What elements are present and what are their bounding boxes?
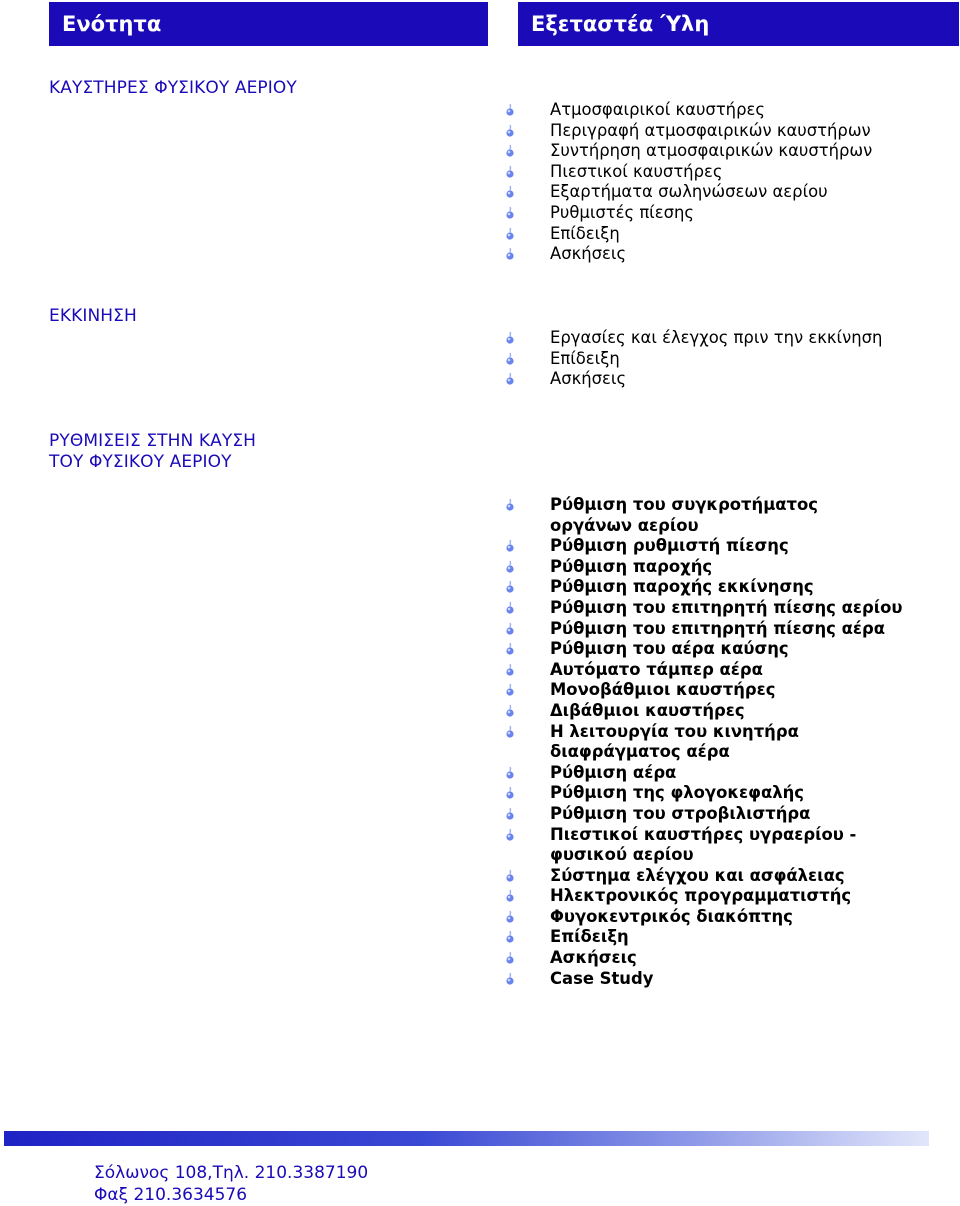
list-item bbox=[504, 701, 904, 722]
section-list-startup bbox=[504, 328, 944, 390]
list-item-label: Επίδειξη bbox=[550, 223, 620, 243]
blue-bullet-icon bbox=[504, 807, 516, 821]
list-item bbox=[504, 722, 904, 763]
section-list-combustion-settings bbox=[504, 495, 904, 989]
list-item-label: Ρύθμιση του συγκροτήματος οργάνων αερίου bbox=[550, 495, 818, 535]
list-item bbox=[504, 763, 904, 784]
blue-bullet-icon bbox=[504, 539, 516, 553]
blue-bullet-icon bbox=[504, 601, 516, 615]
list-item bbox=[504, 203, 944, 224]
section-title-startup: ΕΚΚΙΝΗΣΗ bbox=[49, 306, 137, 326]
blue-bullet-icon bbox=[504, 786, 516, 800]
blue-bullet-icon bbox=[504, 227, 516, 241]
blue-bullet-icon bbox=[504, 185, 516, 199]
blue-bullet-icon bbox=[504, 910, 516, 924]
list-item bbox=[504, 100, 944, 121]
blue-bullet-icon bbox=[504, 972, 516, 986]
blue-bullet-icon bbox=[504, 372, 516, 386]
blue-bullet-icon bbox=[504, 247, 516, 261]
list-item-label: Case Study bbox=[550, 968, 654, 988]
blue-bullet-icon bbox=[504, 828, 516, 842]
blue-bullet-icon bbox=[504, 889, 516, 903]
list-item bbox=[504, 948, 904, 969]
header-syllabus-column: Εξεταστέα Ύλη bbox=[518, 2, 959, 46]
footer-fax: Φαξ 210.3634576 bbox=[94, 1185, 248, 1205]
list-item-label: Επίδειξη bbox=[550, 348, 620, 368]
section-title-gas-burners: ΚΑΥΣΤΗΡΕΣ ΦΥΣΙΚΟΥ ΑΕΡΙΟΥ bbox=[49, 78, 297, 98]
list-item bbox=[504, 886, 904, 907]
list-item-label: Ρύθμιση του επιτηρητή πίεσης αερίου bbox=[550, 597, 903, 617]
list-item-label: Σύστημα ελέγχου και ασφάλειας bbox=[550, 865, 845, 885]
list-item bbox=[504, 660, 904, 681]
list-item bbox=[504, 244, 944, 265]
list-item bbox=[504, 328, 944, 349]
list-item-label: Ρύθμιση του αέρα καύσης bbox=[550, 639, 789, 659]
list-item-label: Πιεστικοί καυστήρες bbox=[550, 161, 723, 181]
list-item-label: Επίδειξη bbox=[550, 927, 629, 947]
list-item-label: Συντήρηση ατμοσφαιρικών καυστήρων bbox=[550, 141, 873, 161]
blue-bullet-icon bbox=[504, 560, 516, 574]
blue-bullet-icon bbox=[504, 331, 516, 345]
list-item-label: Ασκήσεις bbox=[550, 369, 627, 389]
list-item bbox=[504, 536, 904, 557]
list-item bbox=[504, 927, 904, 948]
list-item-label: Διβάθμιοι καυστήρες bbox=[550, 700, 745, 720]
blue-bullet-icon bbox=[504, 144, 516, 158]
list-item-label: Ρύθμιση παροχής εκκίνησης bbox=[550, 577, 814, 597]
list-item-label: Ρύθμιση ρυθμιστή πίεσης bbox=[550, 536, 789, 556]
list-item-label: Ασκήσεις bbox=[550, 244, 627, 264]
list-item-label: Πιεστικοί καυστήρες υγραερίου - φυσικού αερίου bbox=[550, 824, 857, 865]
blue-bullet-icon bbox=[504, 580, 516, 594]
list-item-label: Μονοβάθμιοι καυστήρες bbox=[550, 680, 776, 700]
list-item-label: Αυτόματο τάμπερ αέρα bbox=[550, 659, 763, 679]
blue-bullet-icon bbox=[504, 766, 516, 780]
list-item-label: Η λειτουργία του κινητήρα διαφράγματος αέρα bbox=[550, 721, 799, 762]
list-item bbox=[504, 495, 904, 536]
blue-bullet-icon bbox=[504, 124, 516, 138]
blue-bullet-icon bbox=[504, 725, 516, 739]
list-item bbox=[504, 577, 904, 598]
list-item-label: Ρυθμιστές πίεσης bbox=[550, 202, 694, 222]
list-item bbox=[504, 349, 944, 370]
blue-bullet-icon bbox=[504, 103, 516, 117]
list-item-label: Ηλεκτρονικός προγραμματιστής bbox=[550, 886, 852, 906]
list-item bbox=[504, 783, 904, 804]
list-item bbox=[504, 224, 944, 245]
blue-bullet-icon bbox=[504, 869, 516, 883]
list-item bbox=[504, 162, 944, 183]
list-item bbox=[504, 825, 904, 866]
section-list-gas-burners bbox=[504, 100, 944, 265]
blue-bullet-icon bbox=[504, 642, 516, 656]
list-item bbox=[504, 639, 904, 660]
list-item bbox=[504, 619, 904, 640]
header-module-column: Ενότητα bbox=[49, 2, 488, 46]
list-item-label: Ασκήσεις bbox=[550, 948, 637, 968]
list-item-label: Ρύθμιση της φλογοκεφαλής bbox=[550, 783, 804, 803]
section-title-line: ΤΟΥ ΦΥΣΙΚΟΥ ΑΕΡΙΟΥ bbox=[49, 452, 232, 472]
list-item bbox=[504, 907, 904, 928]
list-item-label: Ρύθμιση αέρα bbox=[550, 762, 677, 782]
blue-bullet-icon bbox=[504, 930, 516, 944]
blue-bullet-icon bbox=[504, 165, 516, 179]
footer-address-phone: Σόλωνος 108,Τηλ. 210.3387190 bbox=[94, 1163, 369, 1183]
list-item bbox=[504, 141, 944, 162]
blue-bullet-icon bbox=[504, 683, 516, 697]
blue-bullet-icon bbox=[504, 951, 516, 965]
list-item bbox=[504, 121, 944, 142]
list-item bbox=[504, 598, 904, 619]
list-item bbox=[504, 182, 944, 203]
list-item-label: Εξαρτήματα σωληνώσεων αερίου bbox=[550, 182, 828, 202]
blue-bullet-icon bbox=[504, 704, 516, 718]
section-title-line: ΡΥΘΜΙΣΕΙΣ ΣΤΗΝ ΚΑΥΣΗ bbox=[49, 431, 257, 451]
list-item bbox=[504, 969, 904, 990]
list-item bbox=[504, 804, 904, 825]
footer-gradient-bar bbox=[4, 1131, 929, 1146]
blue-bullet-icon bbox=[504, 498, 516, 512]
list-item bbox=[504, 369, 944, 390]
list-item bbox=[504, 866, 904, 887]
list-item-label: Ρύθμιση παροχής bbox=[550, 556, 713, 576]
list-item-label: Ατμοσφαιρικοί καυστήρες bbox=[550, 100, 765, 119]
list-item-label: Φυγοκεντρικός διακόπτης bbox=[550, 906, 793, 926]
section-title-combustion-settings bbox=[49, 431, 256, 473]
list-item-label: Ρύθμιση του στροβιλιστήρα bbox=[550, 803, 811, 823]
list-item-label: Εργασίες και έλεγχος πριν την εκκίνηση bbox=[550, 328, 883, 347]
blue-bullet-icon bbox=[504, 663, 516, 677]
list-item bbox=[504, 680, 904, 701]
list-item-label: Ρύθμιση του επιτηρητή πίεσης αέρα bbox=[550, 618, 885, 638]
list-item-label: Περιγραφή ατμοσφαιρικών καυστήρων bbox=[550, 120, 871, 140]
list-item bbox=[504, 557, 904, 578]
blue-bullet-icon bbox=[504, 206, 516, 220]
blue-bullet-icon bbox=[504, 352, 516, 366]
blue-bullet-icon bbox=[504, 622, 516, 636]
